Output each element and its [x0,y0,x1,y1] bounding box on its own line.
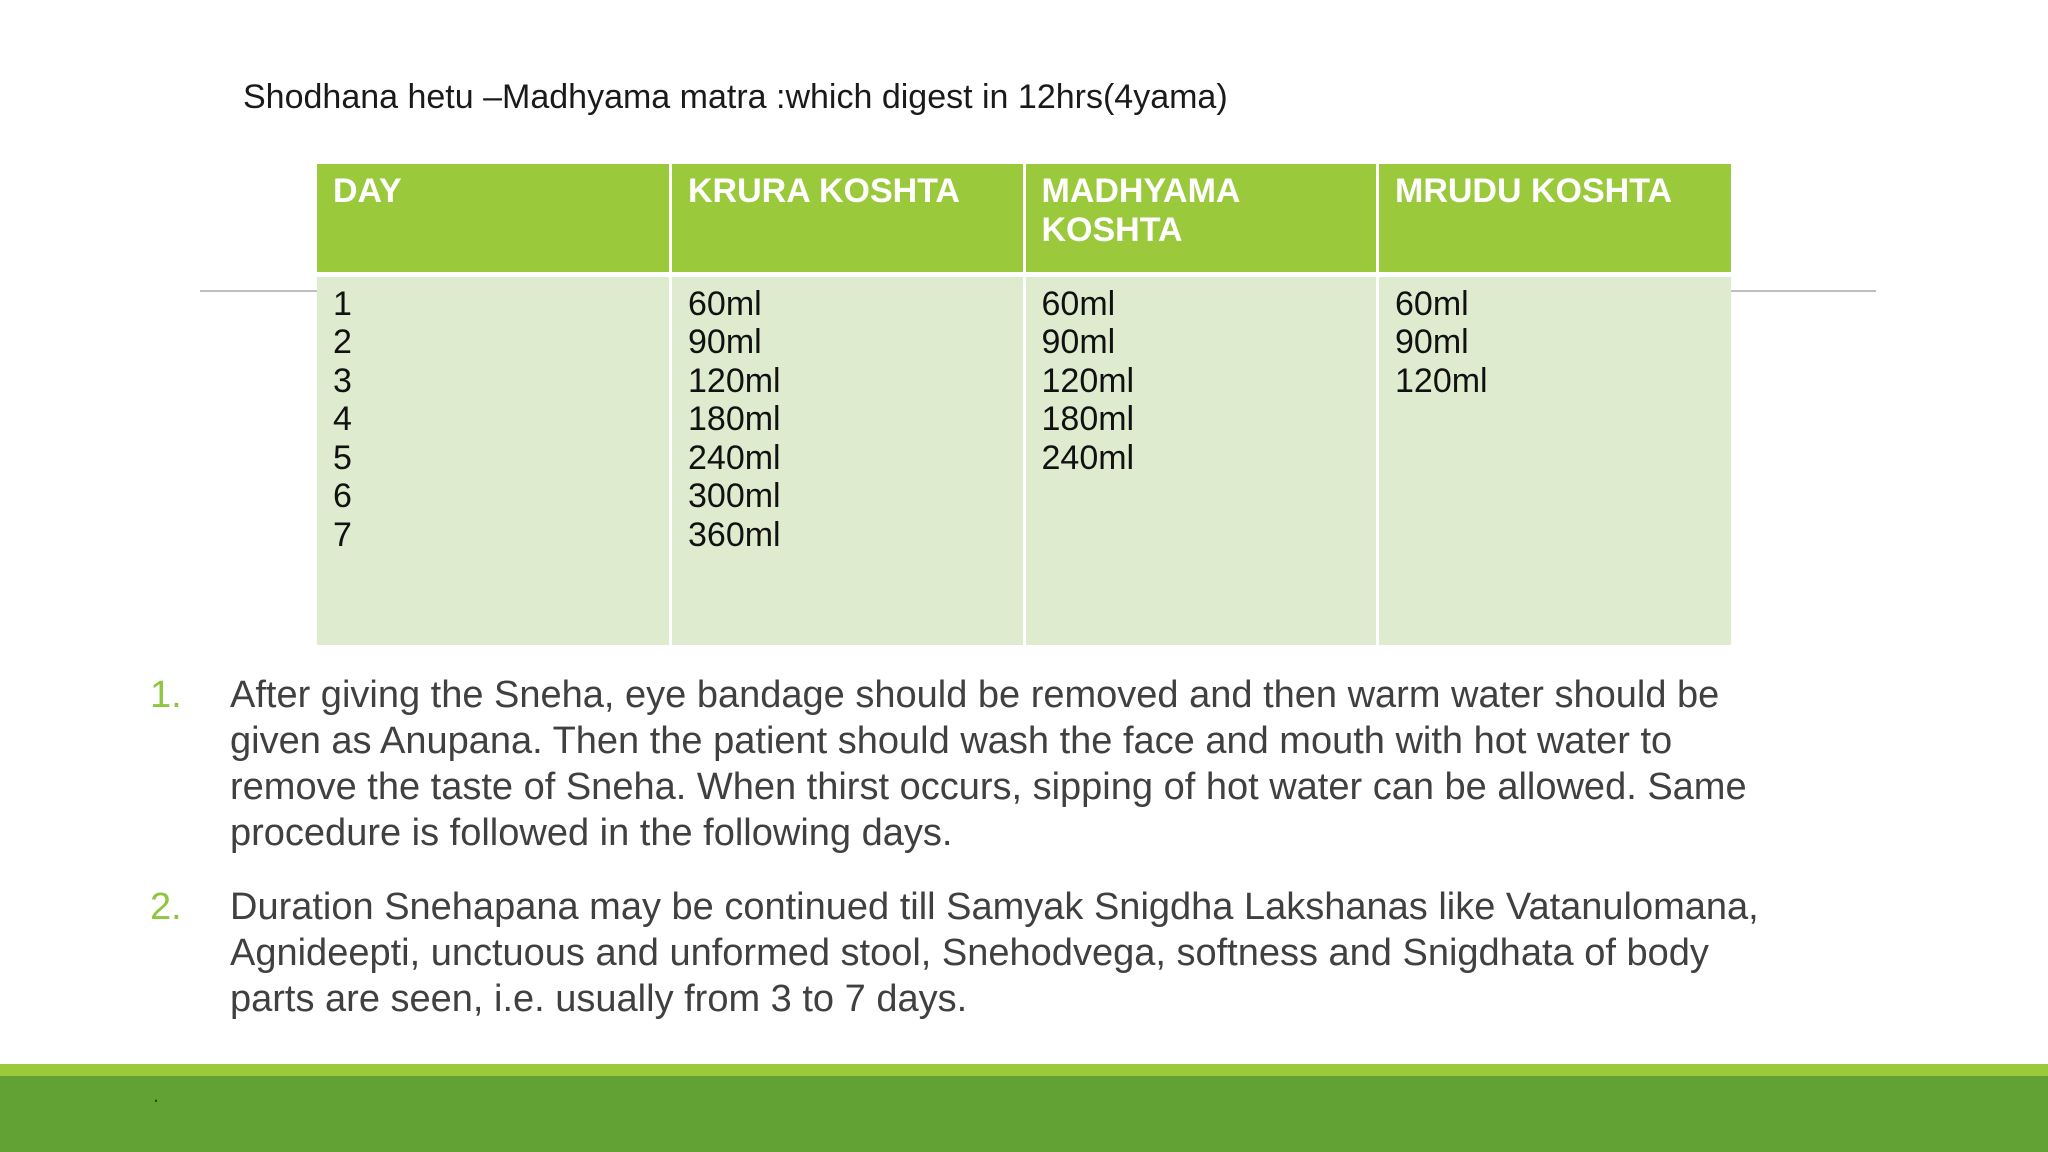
list-text: Duration Snehapana may be continued till Samyak Snigdha Lakshanas like Vatanulomana, Agnideepti, unctuous and unformed stool, Snehodvega, softness and Snigdhata of body parts are seen, i.e. usually from 3 to 7 days. [230,886,1759,1020]
cell-value: 240ml [688,438,781,477]
day-cell [317,274,671,645]
cell-value: 6 [333,477,352,515]
cell-value: 180ml [1041,400,1135,438]
cell-value: 2 [333,323,352,361]
table-header-row [317,164,1731,274]
krura-koshta-cell [671,274,1025,645]
cell-value: 4 [333,400,352,438]
cell-value: 90ml [688,323,762,361]
cell-value: 60ml [688,284,762,323]
madhyama-koshta-cell [1024,274,1378,645]
cell-value: 120ml [688,361,781,400]
cell-value: 120ml [1395,361,1488,400]
notes-list [150,672,1800,1050]
header-day: DAY [317,164,671,274]
cell-value: 60ml [1041,284,1116,323]
mrudu-koshta-cell [1378,274,1732,645]
cell-value: 5 [333,438,352,477]
cell-value: 240ml [1041,438,1135,477]
cell-value: 90ml [1395,323,1469,361]
header-mrudu-koshta: MRUDU KOSHTA [1378,164,1732,274]
header-krura-koshta: KRURA KOSHTA [671,164,1025,274]
cell-value: 180ml [688,400,781,438]
cell-value: 60ml [1395,284,1469,323]
cell-value: 7 [333,515,352,554]
cell-value: 360ml [688,515,781,554]
list-text: After giving the Sneha, eye bandage should be removed and then warm water should be given as Anupana. Then the patient should wash the face and mouth with hot water to remove the taste of Sneha. When thirst occurs, sipping of hot water can be allowed. Same procedure is followed in the following days. [230,674,1747,854]
footer-dot: . [153,1082,160,1107]
cell-value: 300ml [688,477,781,515]
slide-subtitle: Shodhana hetu –Madhyama matra :which digest in 12hrs(4yama) [243,78,1228,116]
list-item [150,884,1800,1022]
dose-table [317,164,1731,645]
cell-value: 120ml [1041,361,1135,400]
header-madhyama-koshta: MADHYAMA KOSHTA [1024,164,1378,274]
footer-bar [0,1076,2048,1152]
list-number: 2. [150,886,182,928]
cell-value: 1 [333,284,352,323]
table-row [317,274,1731,645]
cell-value: 3 [333,361,352,400]
footer-accent-bar [0,1064,2048,1076]
cell-value: 90ml [1041,323,1116,361]
list-item [150,672,1800,856]
list-number: 1. [150,674,182,716]
